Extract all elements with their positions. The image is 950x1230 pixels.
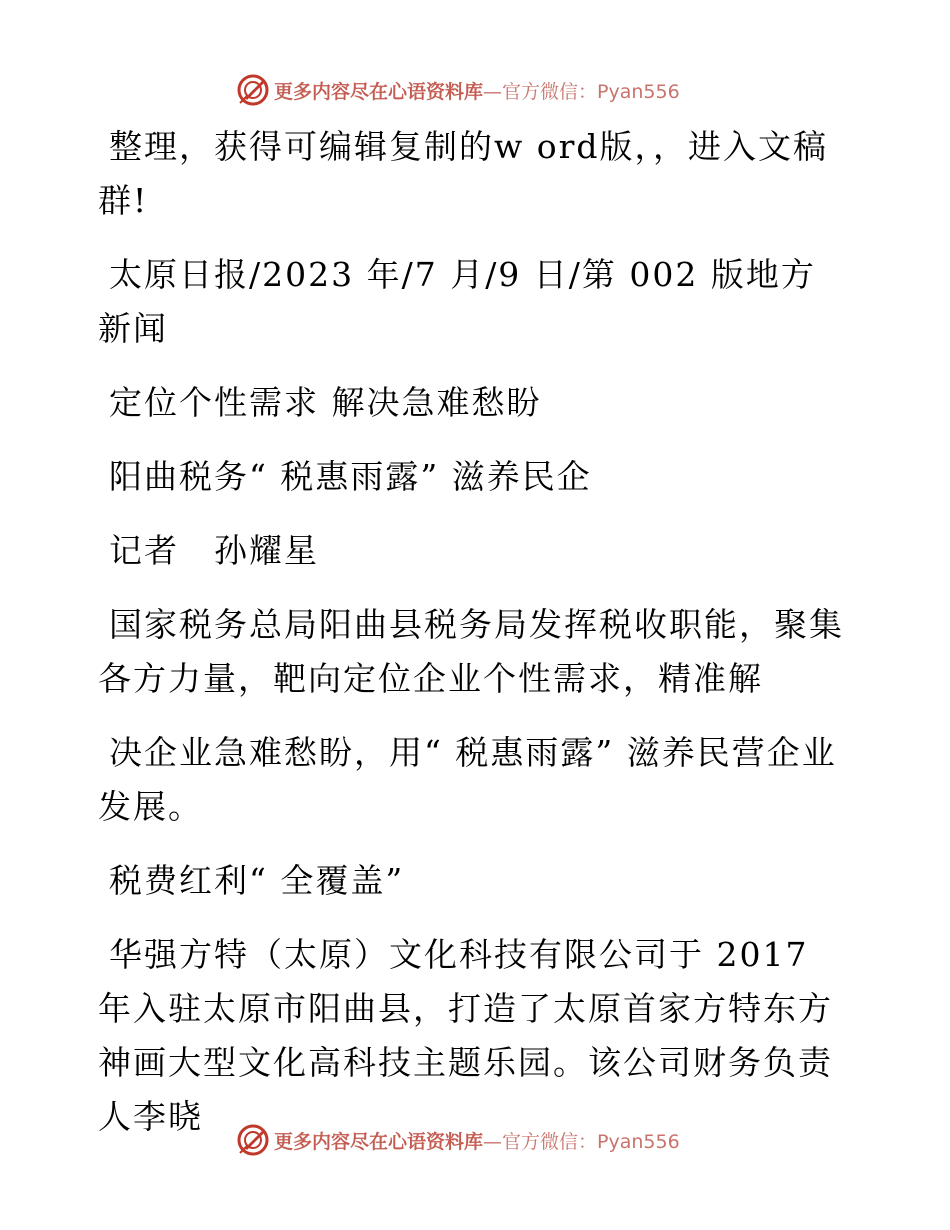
header-watermark-banner <box>236 72 680 108</box>
header-watermark-text <box>274 77 680 104</box>
footer-watermark-brand: 更多内容尽在心语资料库 <box>274 1130 484 1153</box>
headline-main: 定位个性需求 解决急难愁盼 <box>109 383 542 422</box>
headline-sub: 阳曲税务“ 税惠雨露” 滋养民企 <box>109 457 592 496</box>
section-subheading: 税费红利“ 全覆盖” <box>109 861 405 900</box>
footer-watermark-banner <box>236 1122 680 1158</box>
header-watermark-brand: 更多内容尽在心语资料库 <box>274 80 484 103</box>
quill-logo-icon <box>236 73 270 107</box>
source-line: 太原日报/2023 年/7 月/9 日/第 002 版地方新闻 <box>98 255 816 348</box>
body-paragraph-3: 华强方特（太原）文化科技有限公司于 2017 年入驻太原市阳曲县，打造了太原首家方特东方神画大型文化高科技主题乐园。该公司财务负责人李晓 <box>98 935 833 1136</box>
intro-paragraph: 整理，获得可编辑复制的w ord版，，进入文稿群! <box>98 127 829 220</box>
document-body <box>98 120 850 1164</box>
quill-logo-icon <box>236 1123 270 1157</box>
footer-watermark-text <box>274 1127 680 1154</box>
header-watermark-contact: —官方微信：Pyan556 <box>483 80 680 103</box>
footer-watermark-contact: —官方微信：Pyan556 <box>483 1130 680 1153</box>
reporter-byline: 记者 孙耀星 <box>109 531 319 570</box>
body-paragraph-2: 决企业急难愁盼，用“ 税惠雨露” 滋养民营企业发展。 <box>98 733 837 826</box>
body-paragraph-1: 国家税务总局阳曲县税务局发挥税收职能，聚集各方力量，靶向定位企业个性需求，精准解 <box>98 605 844 698</box>
